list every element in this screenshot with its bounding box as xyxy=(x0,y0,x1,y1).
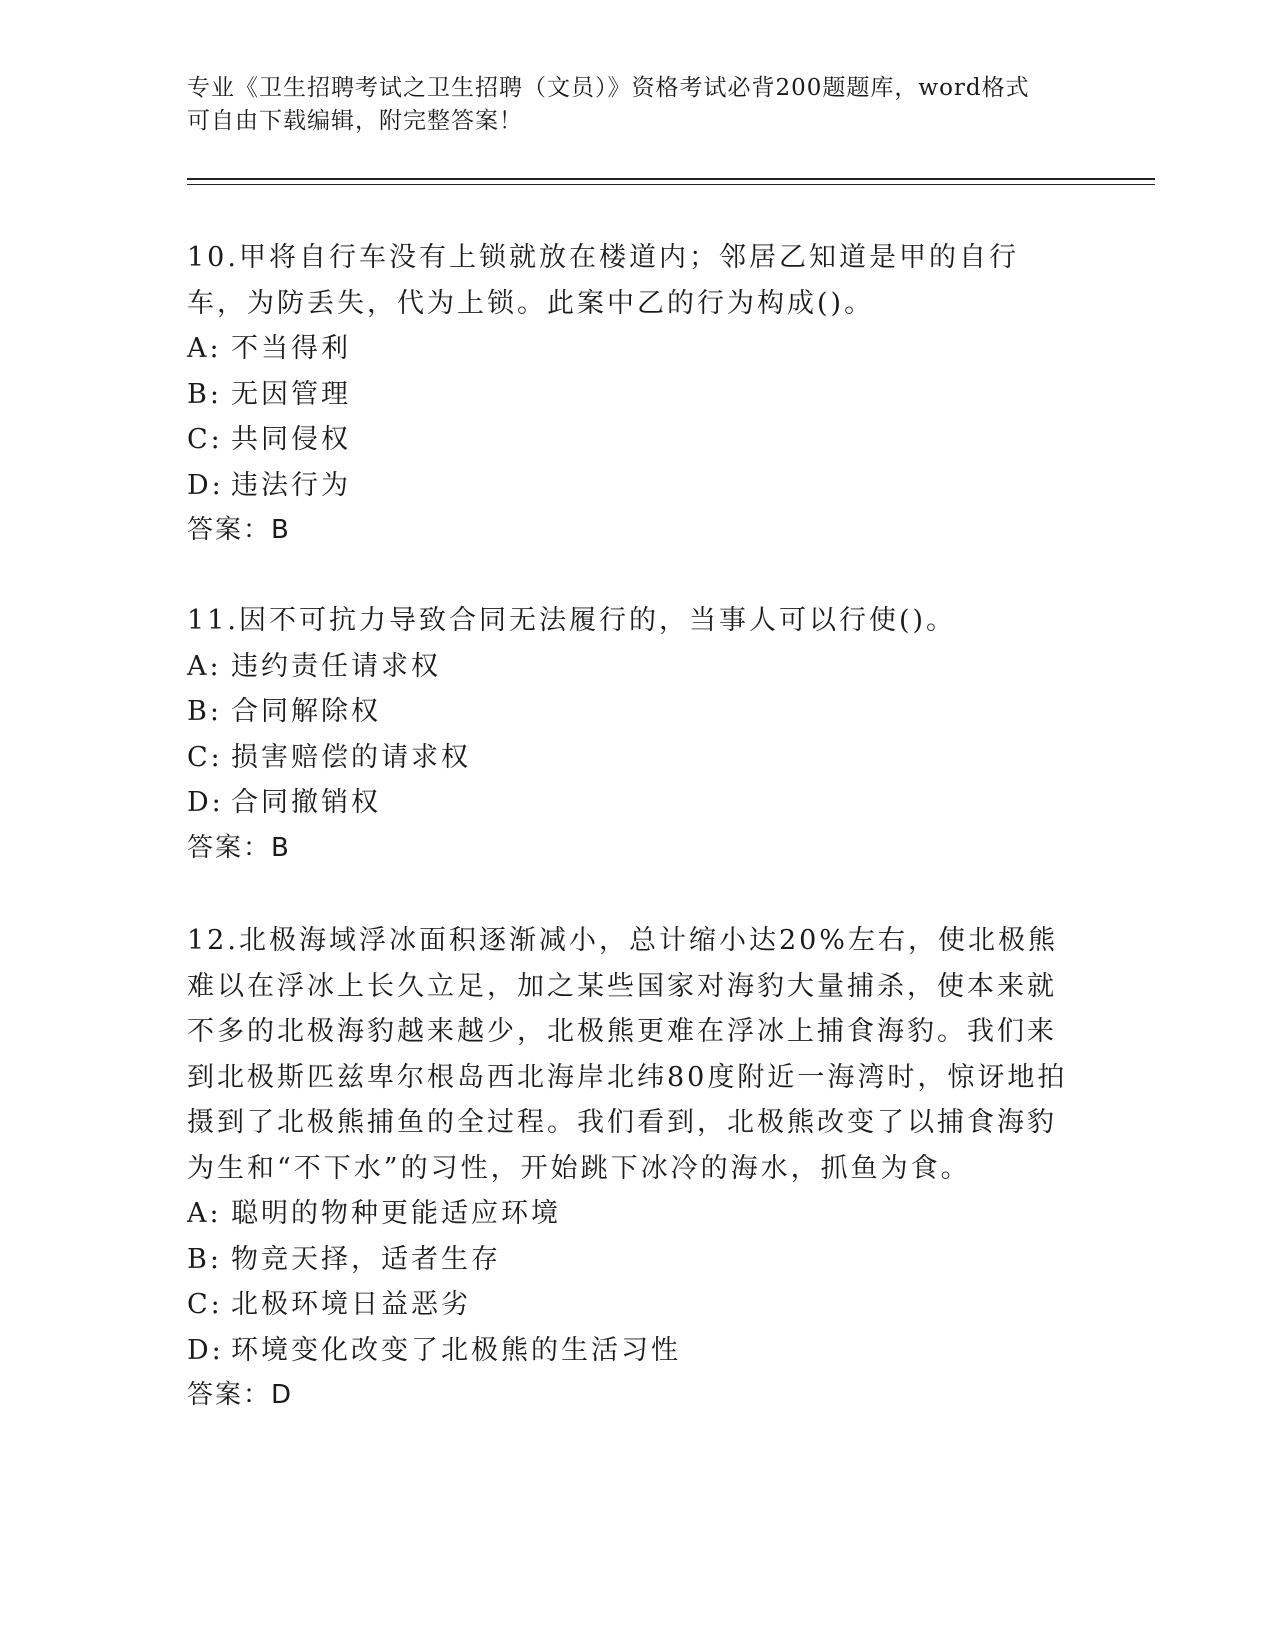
question-stem: 12.北极海域浮冰面积逐渐减小，总计缩小达20%左右，使北极熊难以在浮冰上长久立足，加之某些国家对海豹大量捕杀，使本来就不多的北极海豹越来越少，北极熊更难在浮冰上捕食海豹。我们来到北极斯匹兹卑尔根岛西北海岸北纬80度附近一海湾时，惊讶地拍摄到了北极熊捕鱼的全过程。我们看到，北极熊改变了以捕食海豹为生和“不下水”的习性，开始跳下冰冷的海水，抓鱼为食。 xyxy=(187,925,1068,1184)
option-text: 无因管理 xyxy=(231,378,351,410)
option-key: C: xyxy=(187,741,223,773)
option-b xyxy=(187,689,1077,735)
option-text: 环境变化改变了北极熊的生活习性 xyxy=(231,1334,681,1366)
option-text: 不当得利 xyxy=(231,333,351,364)
option-c xyxy=(187,1282,1077,1328)
answer-line: 答案：B xyxy=(187,515,291,545)
option-c xyxy=(187,735,1077,781)
header-divider-thick xyxy=(187,178,1155,180)
option-key: C: xyxy=(187,1289,223,1320)
option-key: B: xyxy=(187,378,222,410)
document-header xyxy=(187,72,1087,138)
answer-line: 答案：D xyxy=(187,1380,294,1410)
question-10 xyxy=(187,235,1077,554)
option-text: 共同侵权 xyxy=(231,424,351,455)
option-text: 聪明的物种更能适应环境 xyxy=(231,1198,561,1229)
option-a xyxy=(187,1191,1077,1237)
answer-line: 答案：B xyxy=(187,832,291,863)
option-key: C: xyxy=(187,424,223,455)
option-d xyxy=(187,780,1077,826)
option-text: 违约责任请求权 xyxy=(231,650,441,682)
option-b xyxy=(187,1237,1077,1283)
option-key: D: xyxy=(187,1334,224,1366)
option-text: 北极环境日益恶劣 xyxy=(231,1289,471,1320)
option-key: B: xyxy=(187,1243,222,1275)
option-b xyxy=(187,372,1077,418)
header-line-2: 可自由下载编辑，附完整答案！ xyxy=(187,108,523,134)
option-key: D: xyxy=(187,787,224,818)
header-line-1: 专业《卫生招聘考试之卫生招聘（文员）》资格考试必背200题题库，word格式 xyxy=(187,75,1030,101)
option-key: D: xyxy=(187,469,224,501)
question-stem: 10.甲将自行车没有上锁就放在楼道内；邻居乙知道是甲的自行车，为防丢失，代为上锁。此案中乙的行为构成()。 xyxy=(187,242,1019,319)
question-11 xyxy=(187,598,1077,871)
option-key: A: xyxy=(187,1198,222,1229)
option-text: 物竞天择，适者生存 xyxy=(231,1243,501,1275)
option-key: A: xyxy=(187,650,222,682)
option-text: 违法行为 xyxy=(231,469,351,501)
option-key: A: xyxy=(187,333,222,364)
option-d xyxy=(187,1328,1077,1374)
option-text: 合同撤销权 xyxy=(231,787,381,818)
question-stem: 11.因不可抗力导致合同无法履行的，当事人可以行使()。 xyxy=(187,605,957,636)
option-text: 损害赔偿的请求权 xyxy=(231,741,471,773)
question-12 xyxy=(187,918,1077,1419)
option-text: 合同解除权 xyxy=(231,696,381,727)
option-a xyxy=(187,644,1077,690)
option-key: B: xyxy=(187,696,222,727)
option-c xyxy=(187,417,1077,463)
option-a xyxy=(187,326,1077,372)
option-d xyxy=(187,463,1077,509)
header-divider-thin xyxy=(187,184,1155,185)
